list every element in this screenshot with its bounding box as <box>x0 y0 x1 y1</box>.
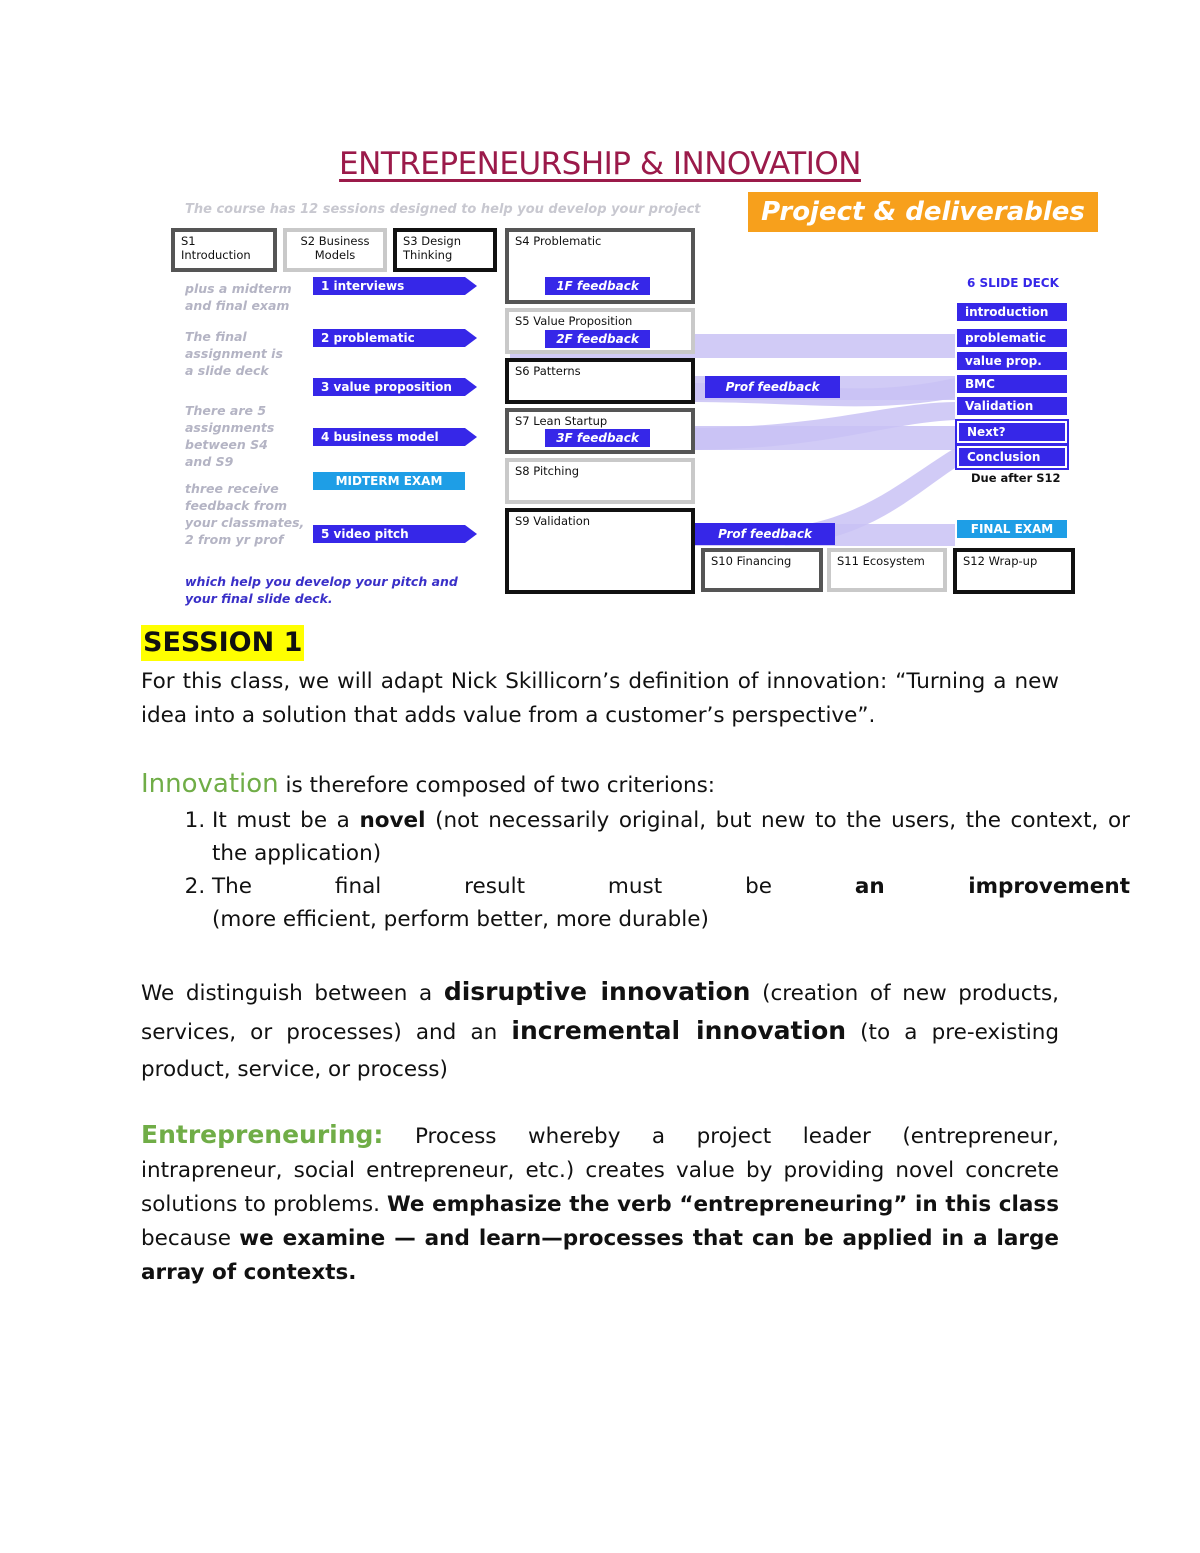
prof-feedback-1: Prof feedback <box>705 376 840 398</box>
types-text-a: We distinguish between a <box>141 981 444 1006</box>
ent-bold-1: We emphasize the verb “entrepreneuring” in this class <box>386 1192 1059 1217</box>
disruptive-innovation: disruptive innovation <box>443 977 751 1006</box>
deck-item-next: Next? <box>959 423 1065 441</box>
list-item <box>212 870 1130 936</box>
crit2-text: The final result must be <box>212 874 855 899</box>
ribbon-bm <box>685 402 955 450</box>
crit2-line <box>212 870 1130 903</box>
innovation-term: Innovation <box>141 769 279 799</box>
ent-bold-2: we examine — and learn—processes that can be applied in a large array of contexts. <box>141 1226 1059 1285</box>
course-note: The course has 12 sessions designed to help you develop your project <box>185 202 701 217</box>
arrow-right-icon <box>465 277 477 295</box>
deck-item-introduction: introduction <box>957 303 1067 321</box>
arrow-right-icon <box>465 329 477 347</box>
deck-item-validation: Validation <box>957 397 1067 415</box>
session-box-s12: S12 Wrap-up <box>953 548 1075 594</box>
slide-deck-label: 6 SLIDE DECK <box>967 276 1059 290</box>
session-box-s3: S3 Design Thinking <box>393 228 497 272</box>
feedback-1f: 1F feedback <box>545 277 650 295</box>
deck-item-conclusion: Conclusion <box>959 448 1065 466</box>
session-box-s7: S7 Lean Startup <box>505 408 695 454</box>
types-text-c: (creation of new products, services, or processes) and an <box>141 981 1060 1045</box>
final-exam: FINAL EXAM <box>957 520 1067 538</box>
innovation-intro-text: is therefore composed of two criterions: <box>278 773 716 798</box>
innovation-definition: For this class, we will adapt Nick Skillicorn’s definition of innovation: “Turning a new idea into a solution that adds value from a customer’s perspective”. <box>141 669 1059 728</box>
deliverables-banner: Project & deliverables <box>748 192 1098 232</box>
assignment-video-pitch: 5 video pitch <box>313 525 465 543</box>
arrow-right-icon <box>465 378 477 396</box>
prof-feedback-2: Prof feedback <box>695 523 835 545</box>
note-exams: plus a midterm and final exam <box>185 281 292 313</box>
criteria-list <box>141 804 1130 936</box>
assignment-business-model: 4 business model <box>313 428 465 446</box>
crit2-bold: an improvement <box>854 874 1130 899</box>
note-feedback: three receive feedback from your classmates, 2 from yr prof <box>185 481 305 547</box>
entrepreneuring-term: Entrepreneuring: <box>141 1120 384 1149</box>
crit1-rest: (not necessarily original, but new to the users, the context, or the application) <box>212 808 1130 866</box>
session-box-s4: S4 Problematic <box>505 228 695 304</box>
session-box-s6: S6 Patterns <box>505 358 695 404</box>
note-final: The final assignment is a slide deck <box>185 329 283 378</box>
innovation-types <box>141 973 1059 1088</box>
list-item <box>212 804 1130 870</box>
session-box-s8: S8 Pitching <box>505 458 695 504</box>
deck-item-value-prop: value prop. <box>957 352 1067 370</box>
session-box-s1: S1 Introduction <box>171 228 277 272</box>
entrepreneuring-definition <box>141 1118 1059 1290</box>
session-box-s5: S5 Value Proposition <box>505 308 695 354</box>
types-text-d: (to a pre-existing product, service, or process) <box>141 1020 1060 1082</box>
assignment-value-proposition: 3 value proposition <box>313 378 465 396</box>
feedback-2f: 2F feedback <box>545 330 650 348</box>
ent-text-a: Process whereby a project leader (entrepreneur, intrapreneur, social entrepreneur, etc.) creates value by providing novel concrete solutions to problems. <box>141 1124 1059 1217</box>
session-heading: SESSION 1 <box>141 625 304 661</box>
assignment-problematic: 2 problematic <box>313 329 465 347</box>
ent-text-b: because <box>141 1226 240 1251</box>
session-box-s11: S11 Ecosystem <box>827 548 947 592</box>
crit1-text: It must be a <box>212 808 360 833</box>
session-box-s10: S10 Financing <box>701 548 823 592</box>
incremental-innovation: incremental innovation <box>511 1016 847 1045</box>
crit1-bold: novel <box>359 808 426 833</box>
innovation-criteria-intro <box>141 767 1059 803</box>
deck-item-problematic: problematic <box>957 329 1067 347</box>
session-box-s2: S2 Business Models <box>283 228 387 272</box>
note-help: which help you develop your pitch and your final slide deck. <box>185 574 458 606</box>
feedback-3f: 3F feedback <box>545 429 650 447</box>
session-box-s9: S9 Validation <box>505 508 695 594</box>
midterm-exam: MIDTERM EXAM <box>313 472 465 490</box>
course-diagram <box>165 188 1105 608</box>
arrow-right-icon <box>465 525 477 543</box>
assignment-interviews: 1 interviews <box>313 277 465 295</box>
crit2-rest: (more efficient, perform better, more durable) <box>212 907 709 932</box>
arrow-right-icon <box>465 428 477 446</box>
page-title: ENTREPENEURSHIP & INNOVATION <box>339 146 861 182</box>
due-after-s12: Due after S12 <box>971 471 1061 485</box>
note-assignments: There are 5 assignments between S4 and S9 <box>185 403 275 469</box>
deck-item-bmc: BMC <box>957 375 1067 393</box>
